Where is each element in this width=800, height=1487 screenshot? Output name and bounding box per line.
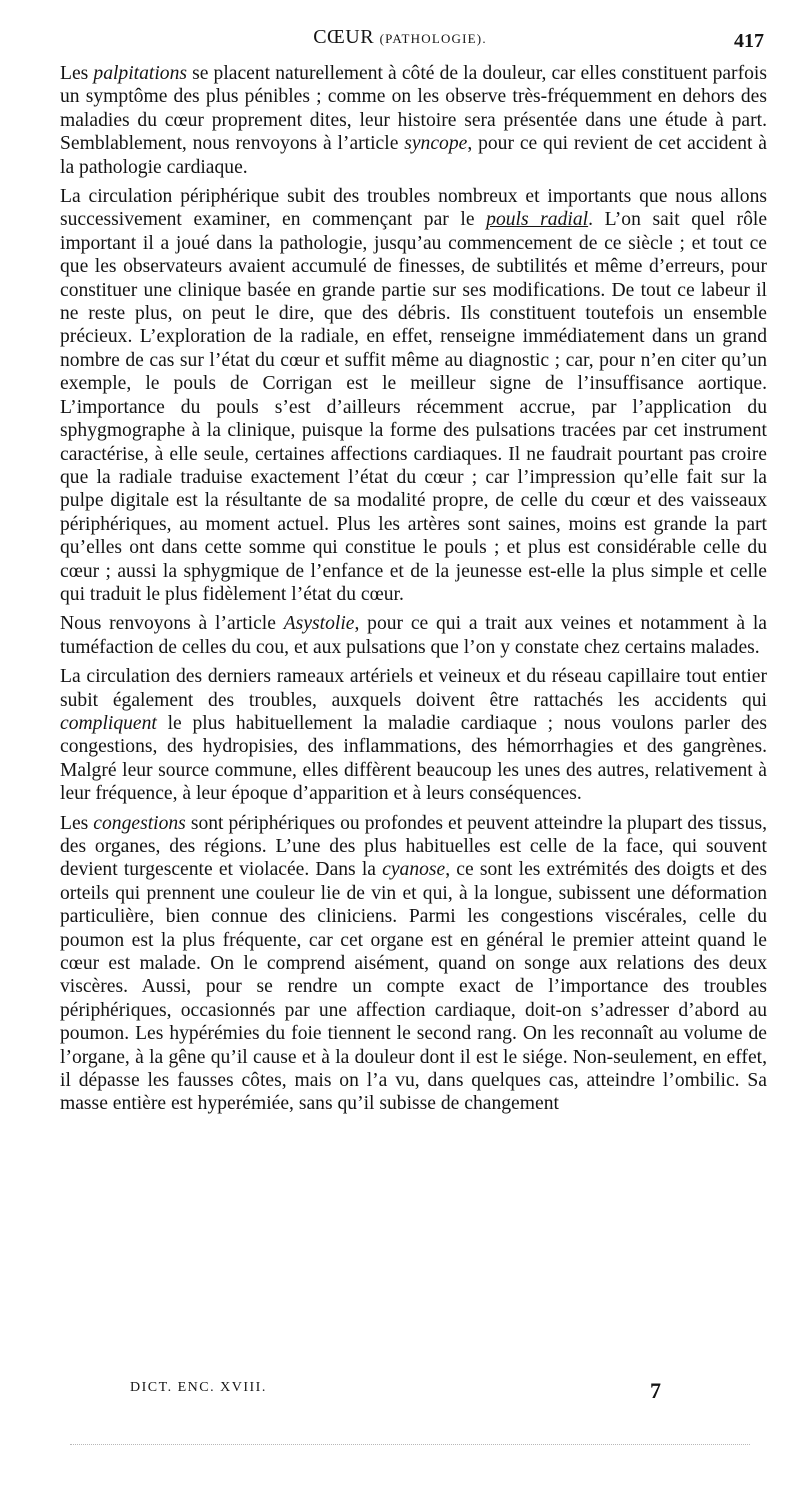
bottom-rule [70, 1444, 750, 1445]
running-head [0, 26, 800, 56]
text-run: La circulation périphérique subit des troubles nombreux et importants que nous allons successivement examiner, en commençant par le [60, 186, 767, 231]
paragraph [60, 665, 767, 805]
italic-term: pouls radial [486, 209, 589, 231]
title-text: CŒUR [313, 26, 375, 48]
italic-term: palpitations [93, 63, 188, 84]
text-run: La circulation des derniers rameaux artériels et veineux et du réseau capillaire tout entier subit également des troubles, auxquels doivent être rattachés les accidents qui [60, 666, 767, 711]
text-run: . L’on sait quel rôle important il a joué dans la pathologie, jusqu’au commencement de ce siècle ; et tout ce que les observateurs avaient accumulé de finesses, de subtilités et même d’erreurs, pour constituer une clinique basée en grande partie sur ses modifications. De tout ce labeur il ne reste plus, on peut le dire, que des débris. Ils constituent toutefois un ensemble précieux. L’exploration de la radiale, en effet, renseigne immédiatement dans un grand nombre de cas sur l’état du cœur et suffit même au diagnostic ; car, pour n’en citer qu’un exemple, le pouls de Corrigan est le meilleur signe de l’insuffisance aortique. L’importance du pouls s’est d’ailleurs récemment accrue, par l’application du sphygmographe à la clinique, puisque la forme des pulsations tracées par cet instrument caractérise, à elle seule, certaines affections cardiaques. Il ne faudrait pourtant pas croire que la radiale traduise exactement l’état du cœur ; car l’impression qu’elle fait sur la pulpe digitale est la résultante de sa modalité propre, de celle du cœur et des vaisseaux périphériques, au moment actuel. Plus les artères sont saines, moins est grande la part qu’elles ont dans cette somme qui constitue le pouls ; et plus est considérable celle du cœur ; aussi la sphygmique de l’enfance et de la jeunesse est-elle la plus simple et celle qui traduit le plus fidèlement l’état du cœur. [60, 209, 768, 605]
italic-term: congestions [93, 812, 186, 834]
title-subtitle: (PATHOLOGIE). [379, 31, 487, 46]
italic-term: compliquent [60, 712, 157, 734]
text-run: le plus habituellement la maladie cardiaque ; nous voulons parler des congestions, des hydropisies, des inflammations, des hémorrhagies et des gangrènes. Malgré leur source commune, elles diffèrent beaucoup les unes des autres, relativement à leur fréquence, à leur époque d’apparition et à leurs conséquences. [60, 712, 767, 805]
text-run: , pour ce qui a trait aux veines et notamment à la tuméfaction de celles du cou, et aux pulsations que l’on y constate chez certains malades. [60, 613, 767, 658]
text-run: , ce sont les extrémités des doigts et des orteils qui prennent une couleur lie de vin et qui, à la longue, subissent une déformation particulière, bien connue des cliniciens. Parmi les congestions viscérales, celle du poumon est la plus fréquente, car cet organe est en général le premier atteint quand le cœur est malade. On le comprend aisément, quand on songe aux relations des deux viscères. Aussi, pour se rendre un compte exact de l’importance des troubles périphériques, occasionnés par une affection cardiaque, doit-on s’adresser d’abord au poumon. Les hypérémies du foie tiennent le second rang. On les reconnaît au volume de l’organe, à la gêne qu’il cause et à la douleur dont il est le siége. Non-seulement, en effet, il dépasse les fausses côtes, mais on l’a vu, dans quelques cas, atteindre l’ombilic. Sa masse entière est hyperémiée, sans qu’il subisse de changement [60, 859, 767, 1115]
text-run: Nous renvoyons à l’article [60, 613, 284, 635]
italic-term: cyanose [382, 859, 446, 881]
printer-signature: DICT. ENC. XVIII. [130, 1380, 267, 1395]
text-run: Les [60, 812, 94, 834]
italic-term: syncope [404, 133, 468, 155]
italic-term: Asystolie [283, 613, 355, 635]
text-run: , pour ce qui revient de cet accident à la pathologie cardiaque. [60, 133, 767, 178]
sheet-number: 7 [650, 1378, 661, 1403]
text-run: se placent naturellement à côté de la douleur, car elles constituent parfois un symptôme des plus pénibles ; comme on les observe très-fréquemment en dehors des maladies du cœur proprement dites, leur histoire sera présentée dans une étude à part. Semblablement, nous renvoyons à l’article [60, 63, 767, 155]
paragraph [60, 62, 767, 179]
page-number: 417 [734, 30, 764, 52]
page-title [0, 26, 800, 49]
body-text [60, 62, 767, 1116]
paragraph [60, 812, 767, 1116]
text-run: sont périphériques ou profondes et peuvent atteindre la plupart des tissus, des organes, des régions. L’une des plus habituelles est celle de la face, qui souvent devient turgescente et violacée. Dans la [60, 812, 767, 881]
paragraph [60, 185, 767, 606]
text-run: Les [60, 63, 94, 84]
paragraph [60, 612, 767, 659]
